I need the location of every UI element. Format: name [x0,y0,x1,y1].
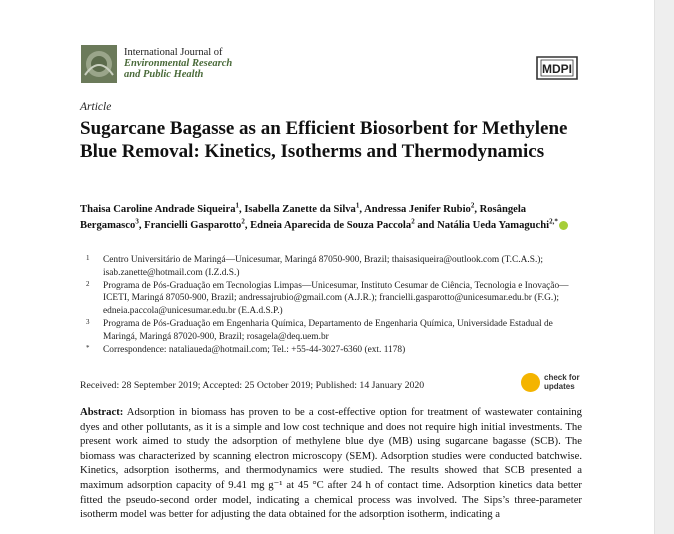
affiliation-number: 1 [86,254,90,262]
vertical-scrollbar[interactable] [654,0,674,534]
abstract [80,405,582,522]
author-name: Rosângela Bergamasco [80,204,527,231]
author-name: Francielli Gasparotto [144,219,242,231]
author-affiliation-marker: 3 [135,216,139,225]
affiliation-text: Programa de Pós-Graduação em Tecnologias Limpas—Unicesumar, Instituto Cesumar de Ciência, Tecnologia e Inovação—ICETI, Maringá 87050-900, Brazil; andressajrubio@gmail.com (A.J.R.); francielli.gasparotto@unicesumar.edu.br (F.G.); edneia.paccola@unicesumar.edu.br (E.A.d.S.P.) [103,280,569,317]
affiliation-item [86,318,586,344]
journal-name-line2: Environmental Research [124,58,233,69]
author-affiliation-marker: 2 [411,216,415,225]
affiliation-item [86,280,586,318]
check-for-updates-button[interactable] [521,372,583,394]
journal-name-line1: International Journal of [124,47,223,58]
journal-name-line3: and Public Health [124,69,204,80]
author-separator: , [359,204,365,215]
affiliation-text: Correspondence: nataliaueda@hotmail.com; Tel.: +55-44-3027-6360 (ext. 1178) [103,344,406,355]
affiliation-list [86,254,586,356]
author-name: Andressa Jenifer Rubio [364,204,471,215]
author-separator: , [239,204,245,215]
mdpi-logo-icon [533,54,581,82]
author-separator: , [244,219,251,231]
publication-dates: Received: 28 September 2019; Accepted: 25 October 2019; Published: 14 January 2020 [80,380,425,391]
affiliation-text: Centro Universitário de Maringá—Unicesumar, Maringá 87050-900, Brazil; thaisasiqueira@outlook.com (T.C.A.S.); isab.zanette@hotmail.com (I.Z.d.S.) [103,255,544,278]
author-affiliation-marker: 2 [241,216,245,225]
author-affiliation-marker: 1 [235,201,240,210]
journal-name [124,47,232,80]
paper-title: Sugarcane Bagasse as an Efficient Biosorbent for Methylene Blue Removal: Kinetics, Isotherms and Thermodynamics [80,118,568,162]
check-updates-icon [521,373,540,392]
affiliation-number: * [86,343,90,352]
author-separator: and [414,219,438,231]
author-separator: , [474,204,480,215]
affiliation-item [86,254,586,280]
affiliation-item [86,344,586,357]
author-affiliation-marker: 2,* [549,216,558,225]
author-affiliation-marker: 1 [355,201,360,210]
check-updates-line1: check for [544,373,580,382]
author-name: Natália Ueda Yamaguchi [437,219,550,231]
orcid-icon[interactable] [559,221,568,230]
abstract-text: Adsorption in biomass has proven to be a cost-effective option for treatment of wastewater containing dyes and other pollutants, as it is a simple and low cost technique and does not require high initial investments. The present work aimed to study the adsorption of methylene blue dye (MB) using sugarcane bagasse (SCB). The biomass was characterized by scanning electron microscopy (SEM). Adsorption studies were conducted batchwise. Kinetics, adsorption isotherms, and thermodynamics were studied. The results showed that SCB presented a maximum adsorption capacity of 9.41 mg g⁻¹ at 45 °C after 24 h of contact time. Adsorption kinetics data better fitted the pseudo-second order model, indicating a chemical process was involved. The Sips’s three-parameter isotherm model was better for adjusting the data obtained for the adsorption isotherm, indicating a [80,406,582,521]
author-name: Isabella Zanette da Silva [244,204,356,215]
affiliation-number: 2 [86,279,90,288]
article-type: Article [80,101,112,113]
journal-logo-icon [81,45,117,83]
author-list [80,202,590,233]
author-name: Thaisa Caroline Andrade Siqueira [80,204,236,215]
author-separator: , [138,219,145,231]
author-affiliation-marker: 2 [470,201,475,210]
mdpi-logo-text: MDPI [542,62,572,76]
author-name: Edneia Aparecida de Souza Paccola [250,219,412,231]
affiliation-text: Programa de Pós-Graduação em Engenharia Química, Departamento de Engenharia Química, Universidade Estadual de Maringá, Maringá 87020-900, Brazil; rosagela@deq.uem.br [103,318,553,342]
abstract-label: Abstract: [80,406,124,418]
check-updates-line2: updates [544,381,575,391]
affiliation-number: 3 [86,317,90,326]
